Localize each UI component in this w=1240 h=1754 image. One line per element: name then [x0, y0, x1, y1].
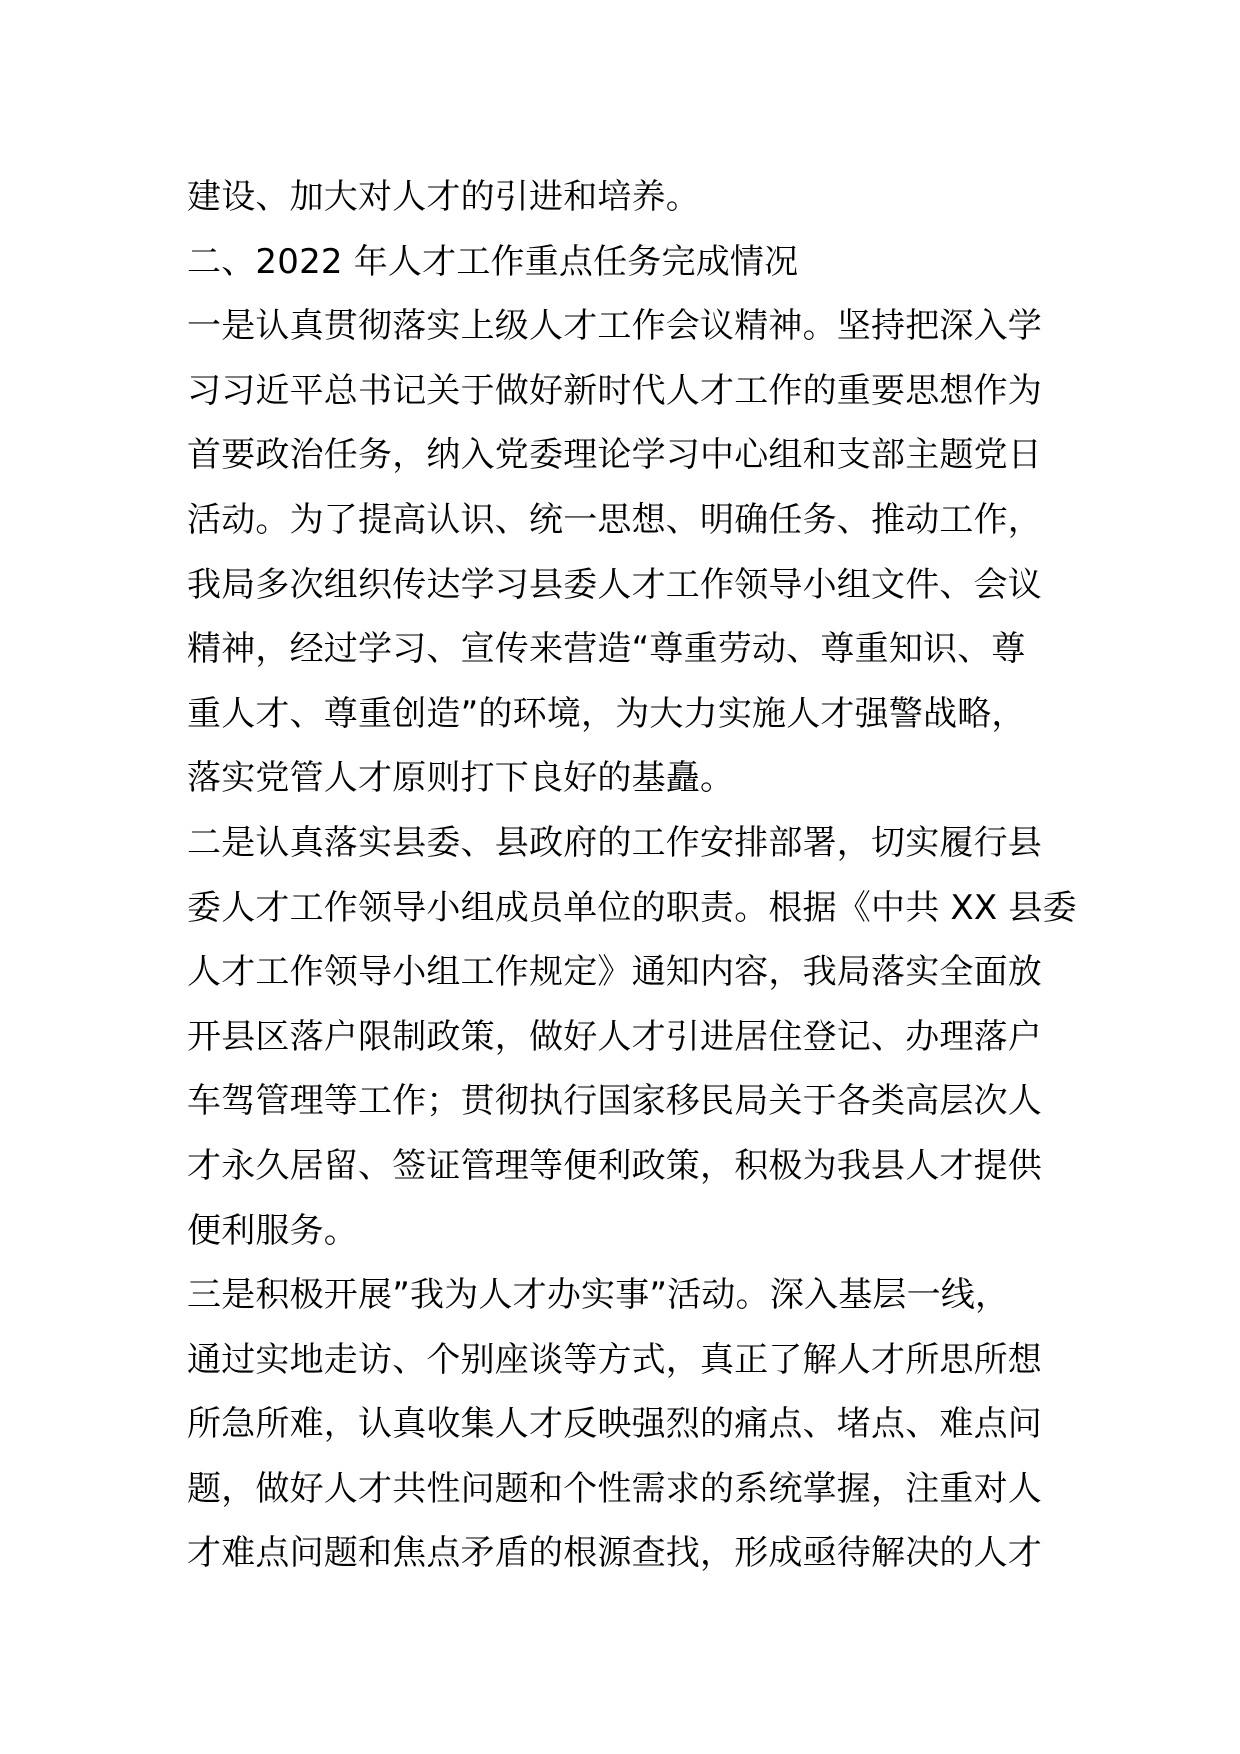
text-line: 建设、加大对人才的引进和培养。 [187, 177, 700, 217]
text-line: 通过实地走访、个别座谈等方式，真正了解人才所思所想 [187, 1339, 1042, 1380]
text-line: 所急所难，认真收集人才反映强烈的痛点、堵点、难点问 [187, 1404, 1042, 1445]
text-line: 开县区落户限制政策，做好人才引进居住登记、办理落户 [187, 1016, 1042, 1057]
text-line: 一是认真贯彻落实上级人才工作会议精神。坚持把深入学 [187, 306, 1042, 347]
text-line: 题，做好人才共性问题和个性需求的系统掌握，注重对人 [187, 1468, 1042, 1509]
text-line: 我局多次组织传达学习县委人才工作领导小组文件、会议 [187, 564, 1042, 605]
text-line: 二是认真落实县委、县政府的工作安排部署，切实履行县 [187, 822, 1042, 863]
text-line: 落实党管人才原则打下良好的基矗。 [187, 758, 735, 799]
text-line: 才难点问题和焦点矛盾的根源查找，形成亟待解决的人才 [187, 1533, 1042, 1574]
text-line: 委人才工作领导小组成员单位的职责。根据《中共 XX 县委 [187, 887, 1077, 928]
text-line: 精神，经过学习、宣传来营造“尊重劳动、尊重知识、尊 [187, 629, 1026, 670]
section-heading: 二、2022 年人才工作重点任务完成情况 [187, 241, 799, 282]
text-line: 重人才、尊重创造”的环境，为大力实施人才强警战略， [187, 693, 1026, 734]
text-line: 三是积极开展”我为人才办实事”活动。深入基层一线， [187, 1275, 1010, 1316]
text-line: 活动。为了提高认识、统一思想、明确任务、推动工作， [187, 499, 1042, 540]
text-line: 习习近平总书记关于做好新时代人才工作的重要思想作为 [187, 370, 1042, 411]
text-line: 才永久居留、签证管理等便利政策，积极为我县人才提供 [187, 1145, 1042, 1186]
text-line: 车驾管理等工作；贯彻执行国家移民局关于各类高层次人 [187, 1081, 1042, 1122]
text-line: 便利服务。 [187, 1210, 358, 1251]
body-text [187, 165, 1077, 1586]
text-line: 人才工作领导小组工作规定》通知内容，我局落实全面放 [187, 952, 1042, 993]
text-line: 首要政治任务，纳入党委理论学习中心组和支部主题党日 [187, 435, 1042, 476]
